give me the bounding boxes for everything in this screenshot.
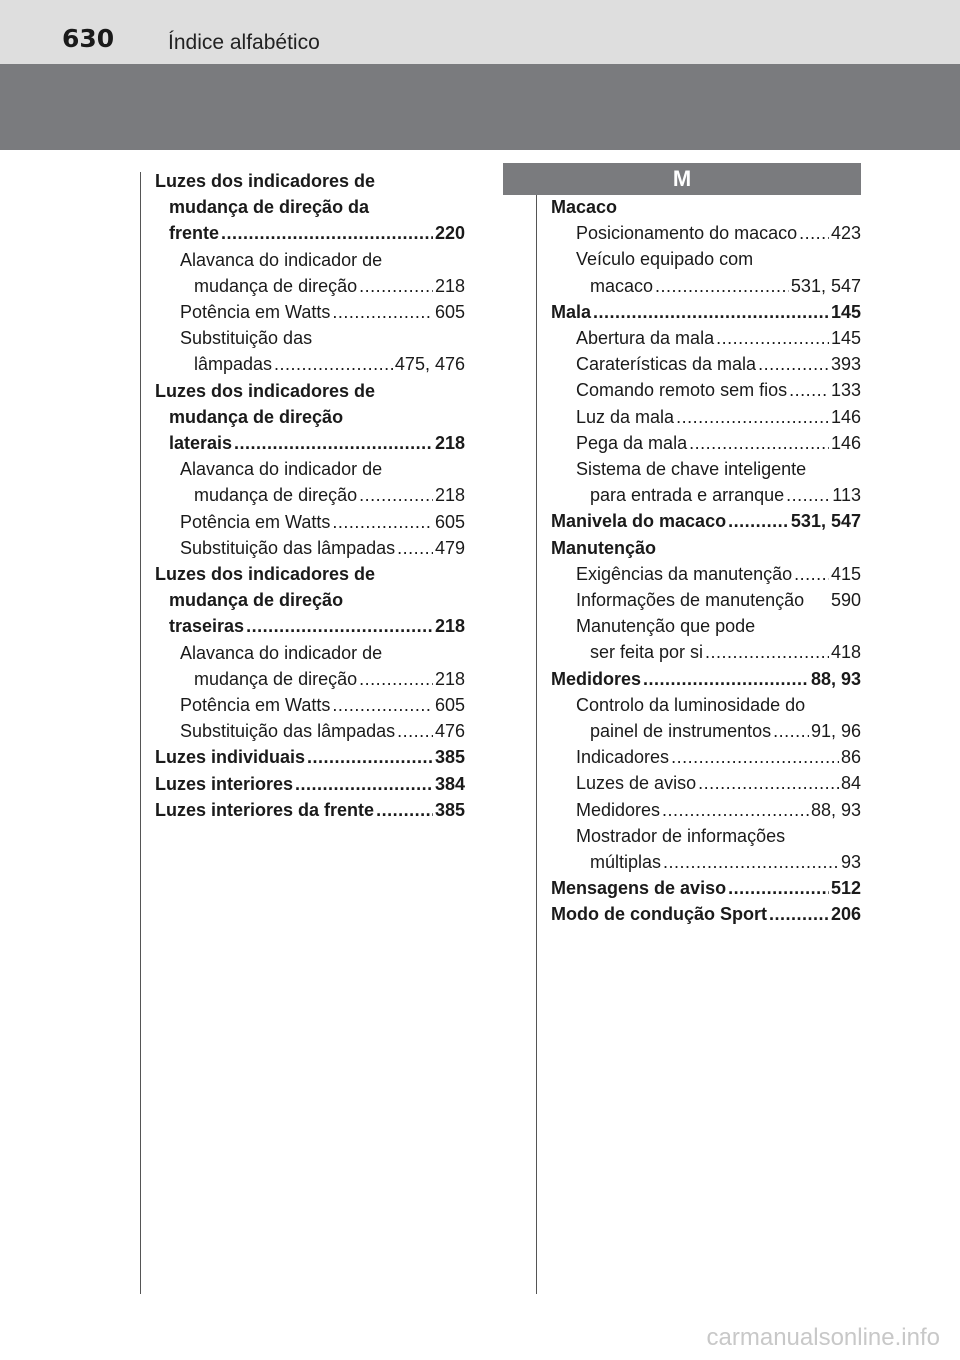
index-entry [551, 875, 861, 901]
index-entry-page: 393 [830, 354, 861, 375]
index-entry-page: 113 [832, 485, 861, 506]
index-entry-page: 605 [434, 511, 465, 532]
index-entry-page: 218 [434, 485, 465, 506]
index-entry-label: para entrada e arranque [590, 485, 785, 506]
index-entry [551, 273, 861, 299]
index-entry [551, 901, 861, 927]
dot-leader [758, 351, 829, 377]
index-entry [155, 220, 465, 246]
index-entry [551, 561, 861, 587]
index-entry-page: 146 [830, 432, 861, 453]
index-heading-line: Luzes dos indicadores de [155, 564, 376, 585]
index-entry-label: Luzes interiores da frente [155, 799, 375, 820]
index-entry-label: Luz da mala [576, 406, 675, 427]
index-entry-label: Potência em Watts [180, 695, 331, 716]
index-entry [551, 220, 861, 246]
index-entry-label: Potência em Watts [180, 511, 331, 532]
dot-leader [295, 771, 433, 797]
index-entry [155, 273, 465, 299]
dot-leader [663, 849, 839, 875]
index-entry [551, 351, 861, 377]
index-entry-label: Substituição das lâmpadas [180, 537, 396, 558]
index-entry-page: 476 [434, 721, 465, 742]
index-heading-line: Macaco [551, 197, 618, 217]
index-entry [551, 508, 861, 534]
header-band [0, 64, 960, 150]
dot-leader [728, 508, 789, 534]
index-entry-page: 418 [830, 642, 861, 663]
index-entry-page: 590 [830, 590, 861, 611]
index-entry-page: 475, 476 [394, 354, 465, 375]
index-entry-label: Potência em Watts [180, 302, 331, 323]
index-column-left [155, 168, 465, 823]
index-entry-page: 531, 547 [790, 511, 861, 532]
index-entry [155, 771, 465, 797]
index-entry-label: traseiras [169, 616, 245, 637]
dot-leader [376, 797, 433, 823]
index-entry [155, 299, 465, 325]
index-entry-label: Manivela do macaco [551, 511, 727, 532]
dot-leader [705, 639, 829, 665]
index-entry-label: Medidores [551, 668, 642, 689]
index-column-right [551, 194, 861, 928]
dot-leader [689, 430, 829, 456]
index-entry [551, 639, 861, 665]
index-entry-label: múltiplas [590, 852, 662, 873]
dot-leader [246, 613, 433, 639]
index-heading-line: Luzes dos indicadores de [155, 380, 376, 401]
index-entry [551, 299, 861, 325]
index-entry-page: 88, 93 [810, 799, 861, 820]
index-entry-page: 218 [434, 616, 465, 637]
index-entry [155, 509, 465, 535]
index-entry [155, 351, 465, 377]
index-heading-line: Alavanca do indicador de [180, 249, 383, 270]
dot-leader [789, 377, 829, 403]
dot-leader [769, 901, 829, 927]
index-entry-label: painel de instrumentos [590, 721, 772, 742]
index-entry [551, 377, 861, 403]
index-entry [155, 430, 465, 456]
index-entry-label: mudança de direção [194, 275, 358, 296]
column-divider-right [536, 172, 537, 1294]
index-entry-page: 415 [830, 563, 861, 584]
index-heading-line: Alavanca do indicador de [180, 642, 383, 663]
index-entry [155, 718, 465, 744]
index-entry-label: Pega da mala [576, 432, 688, 453]
index-entry [551, 797, 861, 823]
index-heading-line: mudança de direção da [169, 197, 370, 218]
index-entry [155, 666, 465, 692]
watermark: carmanualsonline.info [706, 1324, 940, 1351]
index-entry-label: Caraterísticas da mala [576, 354, 757, 375]
index-entry-page: 88, 93 [810, 668, 861, 689]
dot-leader [786, 482, 830, 508]
dot-leader [728, 875, 829, 901]
dot-leader [671, 744, 839, 770]
index-entry-page: 218 [434, 275, 465, 296]
index-entry [551, 587, 861, 613]
index-entry-label: Luzes individuais [155, 747, 306, 768]
index-entry-label: mudança de direção [194, 668, 358, 689]
index-entry-page: 206 [830, 904, 861, 925]
index-entry-label: Posicionamento do macaco [576, 223, 798, 244]
index-heading-line: Alavanca do indicador de [180, 459, 383, 480]
index-entry [551, 770, 861, 796]
index-entry-label: mudança de direção [194, 485, 358, 506]
dot-leader [332, 692, 433, 718]
dot-leader [799, 220, 829, 246]
index-entry [155, 744, 465, 770]
index-entry-page: 146 [830, 406, 861, 427]
index-entry-label: Medidores [576, 799, 661, 820]
index-entry [155, 613, 465, 639]
index-entry-label: Luzes interiores [155, 773, 294, 794]
dot-leader [676, 404, 829, 430]
index-entry-page: 86 [840, 747, 861, 768]
dot-leader [662, 797, 809, 823]
column-divider-left [140, 172, 141, 1294]
index-entry-label: frente [169, 223, 220, 244]
index-entry-page: 385 [434, 799, 465, 820]
index-entry [551, 404, 861, 430]
section-title: Índice alfabético [168, 31, 320, 54]
dot-leader [359, 273, 433, 299]
index-entry [551, 744, 861, 770]
index-entry-label: laterais [169, 433, 233, 454]
dot-leader [332, 509, 433, 535]
index-heading-line: mudança de direção [169, 590, 344, 611]
dot-leader [359, 666, 433, 692]
index-entry [551, 482, 861, 508]
index-entry-label: Luzes de aviso [576, 773, 697, 794]
page-number: 630 [62, 24, 115, 53]
index-entry-label: Comando remoto sem fios [576, 380, 788, 401]
dot-leader [307, 744, 433, 770]
dot-leader [359, 482, 433, 508]
index-heading-line: Manutenção [551, 537, 657, 558]
dot-leader [593, 299, 829, 325]
index-heading-line: Manutenção que pode [576, 616, 756, 637]
dot-leader [773, 718, 809, 744]
index-heading-line: Mostrador de informações [576, 825, 786, 846]
index-heading-line: Sistema de chave inteligente [576, 459, 807, 480]
index-entry-label: Substituição das lâmpadas [180, 721, 396, 742]
index-entry-label: macaco [590, 275, 654, 296]
index-entry-page: 133 [830, 380, 861, 401]
index-heading-line: Substituição das [180, 328, 313, 349]
dot-leader [655, 273, 789, 299]
index-entry-label: Informações de manutenção [576, 590, 805, 611]
index-entry [551, 325, 861, 351]
index-entry-label: Modo de condução Sport [551, 904, 767, 925]
header-bar [0, 0, 960, 64]
index-heading-line: Controlo da luminosidade do [576, 694, 806, 715]
index-entry [551, 849, 861, 875]
dot-leader [698, 770, 839, 796]
index-entry [551, 430, 861, 456]
index-entry-page: 91, 96 [810, 721, 861, 742]
dot-leader [643, 666, 809, 692]
index-entry-label: Exigências da manutenção [576, 563, 793, 584]
index-entry-label: ser feita por si [590, 642, 704, 663]
index-entry-page: 479 [434, 537, 465, 558]
index-entry-label: Mensagens de aviso [551, 878, 727, 899]
index-entry-label: Mala [551, 301, 592, 322]
index-entry-page: 220 [434, 223, 465, 244]
index-entry-page: 218 [434, 433, 465, 454]
index-entry [551, 666, 861, 692]
index-heading-line: Veículo equipado com [576, 249, 754, 270]
index-entry-page: 384 [434, 773, 465, 794]
index-entry-page: 512 [830, 878, 861, 899]
index-entry-label: lâmpadas [194, 354, 273, 375]
index-entry [155, 482, 465, 508]
index-entry-page: 531, 547 [790, 275, 861, 296]
index-entry-page: 385 [434, 747, 465, 768]
dot-leader [221, 220, 433, 246]
index-entry-page: 218 [434, 668, 465, 689]
index-entry-label: Abertura da mala [576, 328, 715, 349]
index-entry-page: 423 [830, 223, 861, 244]
dot-leader [397, 718, 433, 744]
index-entry-page: 145 [830, 301, 861, 322]
index-entry-page: 93 [840, 852, 861, 873]
index-entry-label: Indicadores [576, 747, 670, 768]
index-entry [155, 535, 465, 561]
dot-leader [794, 561, 829, 587]
index-heading-line: Luzes dos indicadores de [155, 171, 376, 191]
dot-leader [332, 299, 433, 325]
dot-leader [397, 535, 433, 561]
index-entry-page: 84 [840, 773, 861, 794]
dot-leader [234, 430, 433, 456]
index-entry [155, 692, 465, 718]
index-heading-line: mudança de direção [169, 406, 344, 427]
index-entry [155, 797, 465, 823]
index-entry-page: 145 [830, 328, 861, 349]
index-entry-page: 605 [434, 302, 465, 323]
index-entry-page: 605 [434, 695, 465, 716]
index-letter-heading: M [503, 163, 861, 195]
dot-leader [716, 325, 829, 351]
index-entry [551, 718, 861, 744]
dot-leader [274, 351, 393, 377]
